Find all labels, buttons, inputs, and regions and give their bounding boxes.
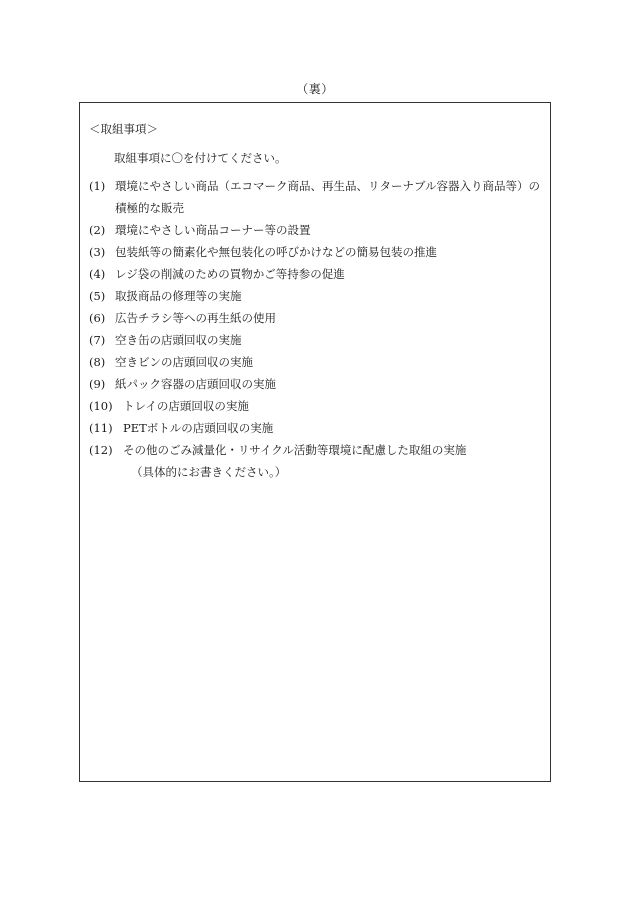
item-text: PETボトルの店頭回収の実施 bbox=[123, 421, 274, 435]
item-body bbox=[123, 439, 544, 483]
item-number: (12) bbox=[89, 443, 113, 457]
item-text: 環境にやさしい商品（エコマーク商品、再生品、リターナブル容器入り商品等）の積極的な販売 bbox=[115, 179, 541, 215]
instruction-text: 取組事項に〇を付けてください。 bbox=[114, 151, 287, 165]
list-item bbox=[89, 263, 544, 285]
item-number: (4) bbox=[89, 267, 106, 281]
item-number: (11) bbox=[89, 421, 113, 435]
item-number: (1) bbox=[89, 179, 106, 193]
item-number: (5) bbox=[89, 289, 106, 303]
list-item bbox=[89, 329, 544, 351]
list-item bbox=[89, 241, 544, 263]
item-text: 空き缶の店頭回収の実施 bbox=[115, 333, 242, 347]
list-item bbox=[89, 307, 544, 329]
initiative-list bbox=[89, 175, 544, 483]
item-number: (8) bbox=[89, 355, 106, 369]
item-number: (2) bbox=[89, 223, 106, 237]
item-number: (10) bbox=[89, 399, 113, 413]
item-number: (9) bbox=[89, 377, 106, 391]
list-item bbox=[89, 395, 544, 417]
list-item bbox=[89, 373, 544, 395]
item-number: (3) bbox=[89, 245, 106, 259]
item-number: (7) bbox=[89, 333, 106, 347]
item-note: （具体的にお書きください。） bbox=[131, 465, 287, 479]
item-text: 取扱商品の修理等の実施 bbox=[115, 289, 242, 303]
page-header: （裏） bbox=[296, 82, 334, 96]
item-text: 環境にやさしい商品コーナー等の設置 bbox=[115, 223, 311, 237]
list-item bbox=[89, 417, 544, 439]
item-text: 広告チラシ等への再生紙の使用 bbox=[115, 311, 276, 325]
item-text: トレイの店頭回収の実施 bbox=[123, 399, 249, 413]
list-item bbox=[89, 219, 544, 241]
list-item bbox=[89, 351, 544, 373]
item-text: 空きビンの店頭回収の実施 bbox=[115, 355, 253, 369]
item-text: 紙パック容器の店頭回収の実施 bbox=[115, 377, 276, 391]
item-text: レジ袋の削減のための買物かご等持参の促進 bbox=[115, 267, 345, 281]
content-frame bbox=[79, 102, 551, 782]
item-text: その他のごみ減量化・リサイクル活動等環境に配慮した取組の実施 bbox=[123, 443, 467, 457]
section-title: ＜取組事項＞ bbox=[89, 122, 158, 136]
list-item bbox=[89, 439, 544, 483]
list-item bbox=[89, 285, 544, 307]
item-number: (6) bbox=[89, 311, 106, 325]
item-text: 包装紙等の簡素化や無包装化の呼びかけなどの簡易包装の推進 bbox=[115, 245, 437, 259]
list-item bbox=[89, 175, 544, 219]
